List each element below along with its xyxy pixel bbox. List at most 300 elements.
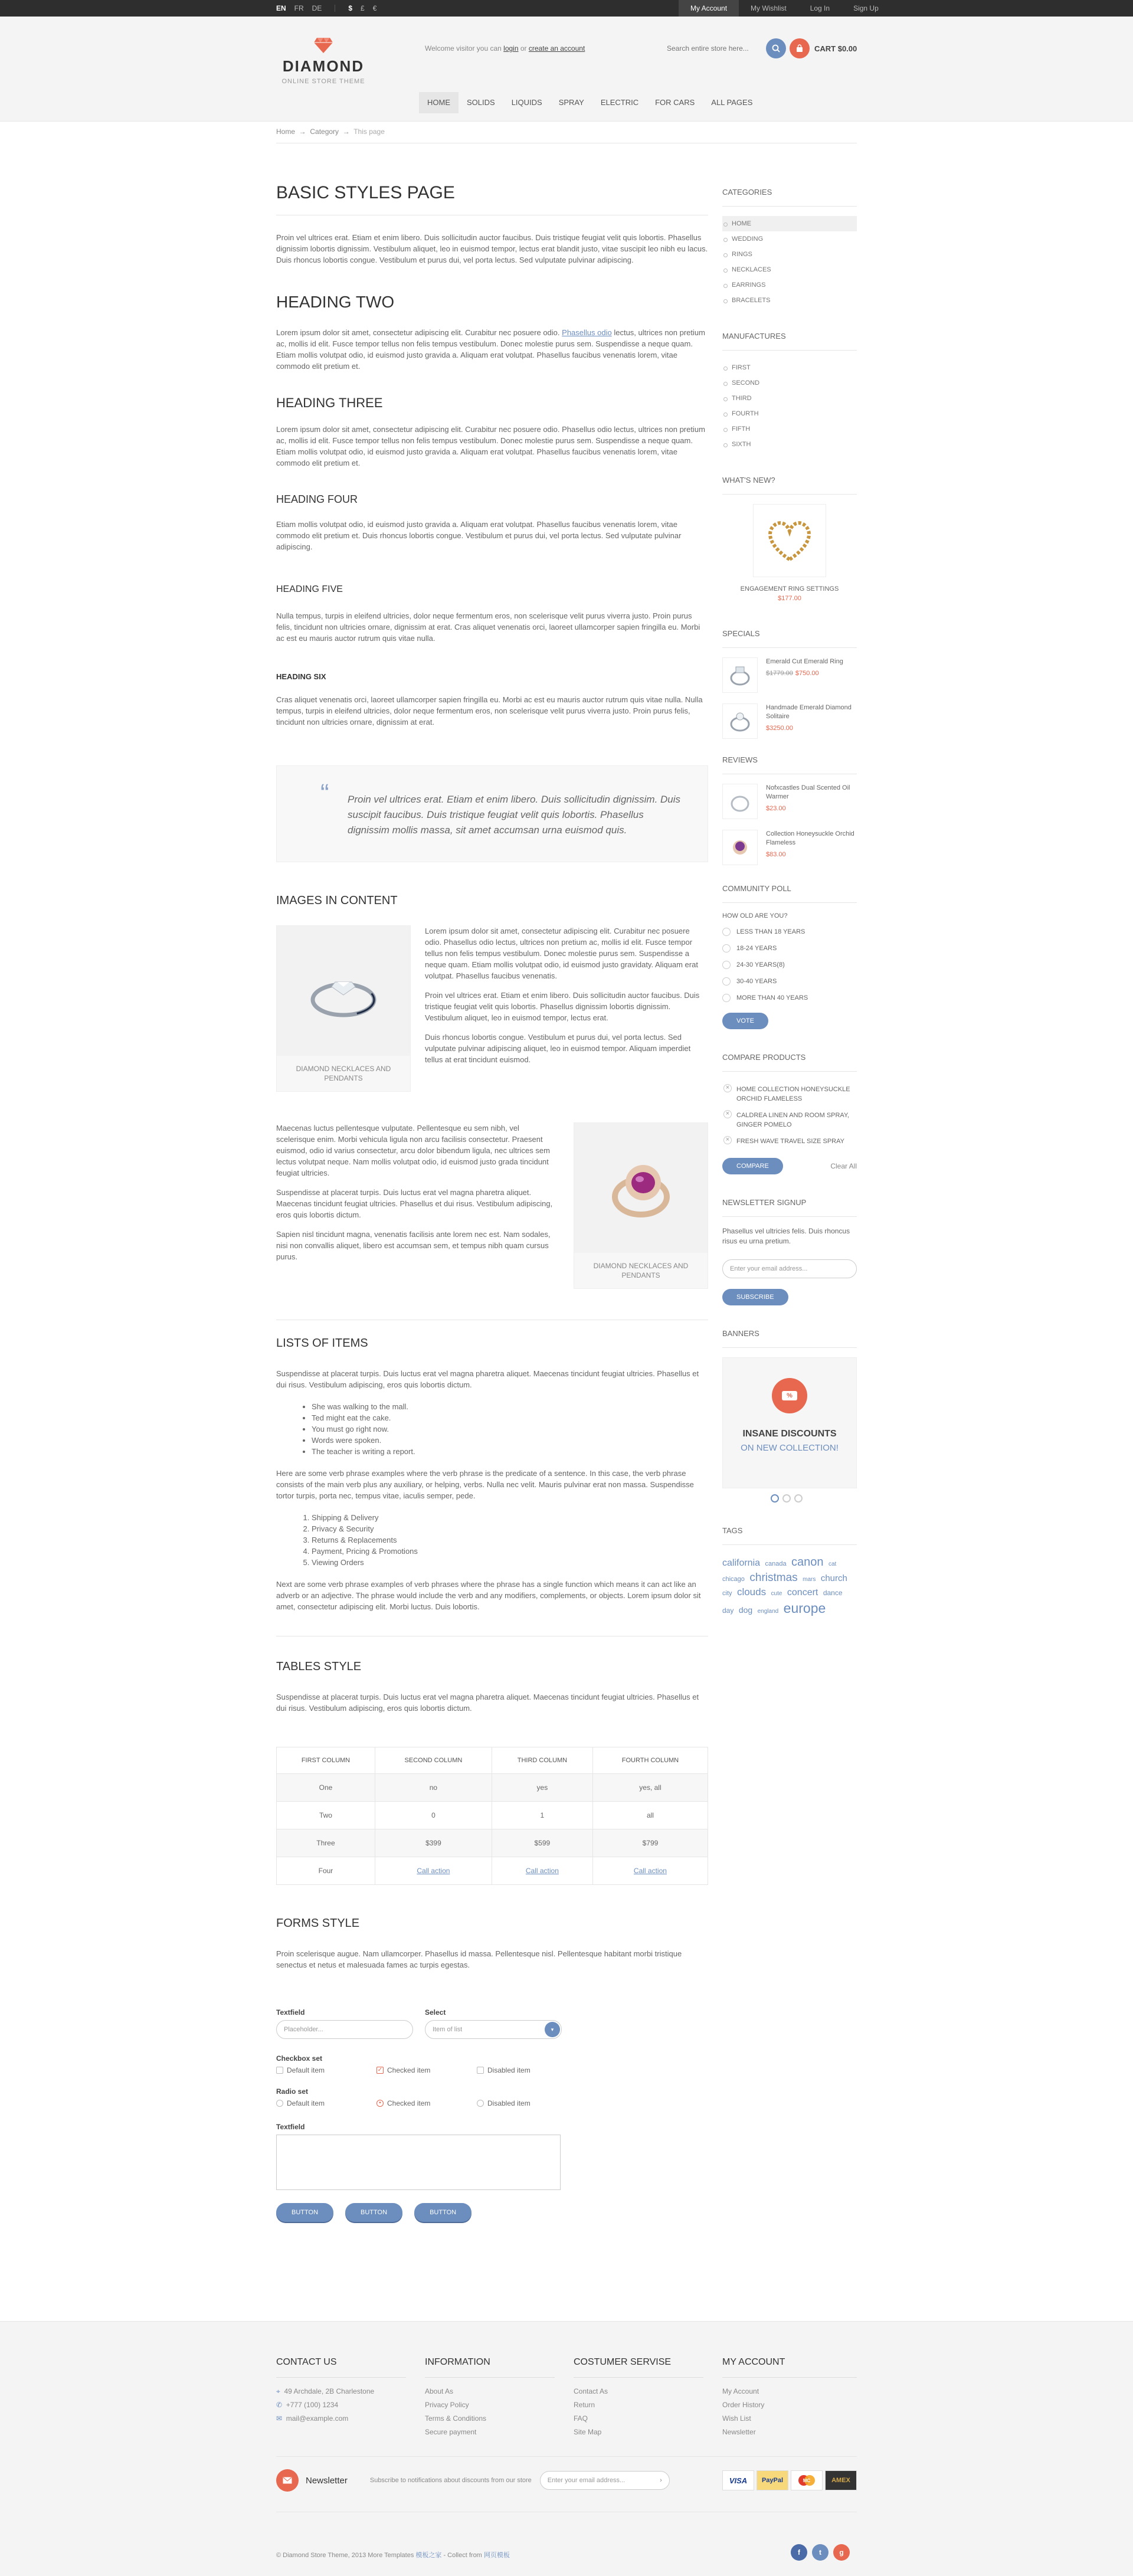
main-nav	[419, 92, 761, 113]
old-price: $1779.00	[766, 670, 793, 677]
compare-title: COMPARE PRODUCTS	[722, 1053, 857, 1072]
image-block-right	[276, 1122, 708, 1289]
manufacturer-fifth[interactable]: FIFTH	[722, 421, 857, 437]
lang-en[interactable]: EN	[276, 4, 286, 12]
cart-total: CART $0.00	[814, 44, 857, 53]
price: $3250.00	[766, 725, 793, 732]
heading-three: HEADING THREE	[276, 395, 383, 410]
form-row	[276, 2008, 708, 2039]
ring-thumbnail	[722, 657, 758, 693]
radio	[276, 2100, 283, 2107]
footer-link[interactable]: Terms & Conditions	[425, 2414, 487, 2423]
nav-electric[interactable]: ELECTRIC	[600, 98, 639, 107]
whats-new-title: WHAT'S NEW?	[722, 476, 857, 495]
list-item: 2. Privacy & Security	[312, 1523, 708, 1534]
table-header-row	[277, 1747, 708, 1774]
divider	[276, 2456, 857, 2457]
specials-title: SPECIALS	[722, 629, 857, 648]
email-text: mail@example.com	[286, 2414, 349, 2423]
lang-fr[interactable]: FR	[294, 4, 304, 12]
table-header: FIRST COLUMN	[277, 1747, 375, 1774]
special-product[interactable]	[722, 657, 857, 693]
price: $83.00	[766, 851, 786, 858]
footer-email[interactable]	[276, 2412, 406, 2426]
nav-home[interactable]: HOME	[419, 92, 459, 113]
footer-heading: INFORMATION	[425, 2357, 555, 2378]
tag-link[interactable]: canon	[791, 1556, 824, 1569]
poll-option-label: 24-30 YEARS(8)	[736, 961, 785, 968]
table-cell	[375, 1857, 492, 1885]
currency-usd[interactable]: $	[348, 4, 353, 12]
new-product-name: ENGAGEMENT RING SETTINGS	[740, 585, 839, 593]
checkbox-set	[276, 2066, 708, 2074]
poll-option-label: LESS THAN 18 YEARS	[736, 928, 805, 935]
new-product-price: $177.00	[778, 595, 801, 602]
top-bar	[0, 0, 1133, 17]
table-cell	[492, 1857, 592, 1885]
price: $750.00	[795, 670, 819, 677]
nav-liquids[interactable]: LIQUIDS	[511, 98, 542, 107]
quote-icon: “	[320, 779, 329, 808]
image-paragraph: Duis rhoncus lobortis congue. Vestibulum et purus dui, vel porta lectus. Sed vulputate pulvinar adipiscing aliquet, leo in euismod tempor. Aliquam imperdiet tellus at erat tincidunt euismod.	[425, 1033, 691, 1064]
footer-link[interactable]: Site Map	[574, 2428, 602, 2436]
list-item: 5. Viewing Orders	[312, 1557, 708, 1568]
newsletter-description: Subscribe to notifications about discounts from our store	[369, 2477, 532, 2484]
tag-link[interactable]: chicago	[722, 1576, 745, 1583]
banner-badge: %	[782, 1391, 797, 1400]
button-3[interactable]: BUTTON	[414, 2203, 471, 2222]
poll-option[interactable]	[722, 977, 857, 986]
radio-text: Default item	[287, 2099, 325, 2107]
nav-spray[interactable]: SPRAY	[558, 98, 584, 107]
tag-link[interactable]: city	[722, 1589, 732, 1597]
banner-pager	[771, 1494, 857, 1503]
tag-cloud	[722, 1554, 857, 1618]
table-cell: yes, all	[592, 1774, 708, 1802]
social-links	[791, 2544, 850, 2561]
heading-six-paragraph: Cras aliquet venenatis orci, laoreet ullamcorper sapien fringilla eu. Morbi ac est eu mauris auctor rutrum quis vitae nulla. Nulla tempus, turpis in eleifend ultricies, dolor neque fermentum eros, non scelerisque velit purus viverra justo. Proin purus felis, tincidunt non ultricies ornare, dignissim at erat.	[276, 695, 703, 726]
textarea[interactable]	[276, 2135, 561, 2190]
lang-currency-switcher	[276, 0, 376, 17]
radio-disabled	[477, 2099, 577, 2107]
image-block-left	[276, 925, 708, 1092]
table-cell: $799	[592, 1829, 708, 1857]
compare-item[interactable]: × CALDREA LINEN AND ROOM SPRAY, GINGER POMELO	[722, 1107, 857, 1133]
table-row	[277, 1829, 708, 1857]
poll-option[interactable]	[722, 944, 857, 953]
logo[interactable]	[276, 37, 371, 85]
newsletter-text: Phasellus vel ultricies felis. Duis rhoncus risus eu urna pretium.	[722, 1227, 850, 1245]
lists-paragraph: Suspendisse at placerat turpis. Duis luctus erat vel magna pharetra aliquet. Maecenas tincidunt feugiat ultricies. Phasellus et dui risus. Vestibulum adipiscing, eros quis lobortis dictum.	[276, 1369, 699, 1389]
ring-thumbnail	[722, 830, 758, 865]
create-account-link[interactable]: create an account	[528, 44, 585, 53]
poll-option-label: 30-40 YEARS	[736, 978, 777, 985]
footer-link[interactable]: Order History	[722, 2401, 765, 2409]
table-header: FOURTH COLUMN	[592, 1747, 708, 1774]
text: Lorem ipsum dolor sit amet, consectetur adipiscing elit. Curabitur nec posuere odio.	[276, 328, 560, 337]
tag-link[interactable]: day	[722, 1606, 734, 1615]
heading-six: HEADING SIX	[276, 672, 326, 681]
category-rings[interactable]: RINGS	[722, 247, 857, 262]
amex-icon: AMEX	[825, 2470, 857, 2490]
breadcrumb-category[interactable]: Category	[310, 127, 339, 136]
ring-thumbnail	[722, 784, 758, 819]
radio	[722, 994, 731, 1002]
lists-section-title: LISTS OF ITEMS	[276, 1337, 368, 1350]
price: $23.00	[766, 805, 786, 812]
table-cell: 1	[492, 1802, 592, 1829]
category-wedding[interactable]: WEDDING	[722, 231, 857, 247]
lists-paragraph: Next are some verb phrase examples of verb phrases where the phrase has a single function which means it can act like an adverb or an adjective. The phrase would include the verb and any modifiers, complements, or objects. Lorem ipsum dolor sit amet, consectetur adipiscing elit. Morbi luctus. Duis lobortis.	[276, 1580, 701, 1611]
list-item: 4. Payment, Pricing & Promotions	[312, 1546, 708, 1557]
heading-two-paragraph	[276, 327, 708, 372]
manufacturer-sixth[interactable]: SIXTH	[722, 437, 857, 452]
facebook-icon[interactable]: f	[791, 2544, 807, 2561]
radio-text: Checked item	[387, 2099, 431, 2107]
footer-contact	[276, 2357, 406, 2426]
table-row	[277, 1802, 708, 1829]
tag-link[interactable]: canada	[765, 1560, 787, 1567]
twitter-icon[interactable]: t	[812, 2544, 829, 2561]
address-text: 49 Archdale, 2B Charlestone	[284, 2387, 375, 2395]
manufacturers-title: MANUFACTURES	[722, 332, 857, 351]
table-cell: Four	[277, 1857, 375, 1885]
new-product[interactable]	[722, 504, 857, 602]
phasellus-link[interactable]: Phasellus odio	[562, 328, 612, 337]
image-figure	[574, 1122, 708, 1289]
heading-five: HEADING FIVE	[276, 584, 343, 594]
heading-four: HEADING FOUR	[276, 493, 358, 505]
heading-four-paragraph: Etiam mollis volutpat odio, id euismod justo gravida a. Aliquam erat volutpat. Phasellus faucibus venenatis lorem, vitae commodo elit pretium et. Duis rhoncus lobortis congue. Vestibulum et purus dui, vel porta lectus. Sed vulputate pulvinar adipiscing.	[276, 520, 682, 551]
tag-link[interactable]: mars	[803, 1576, 816, 1583]
table-cell: $599	[492, 1829, 592, 1857]
call-action-link[interactable]: Call action	[417, 1867, 450, 1875]
my-account-link[interactable]: My Account	[679, 0, 739, 17]
checkbox-disabled	[477, 2066, 577, 2074]
tag-link[interactable]: dog	[738, 1605, 753, 1615]
table-row	[277, 1774, 708, 1802]
image-paragraph: Sapien nisl tincidunt magna, venenatis facilisis ante lorem nec est. Nam sodales, nisi non convallis aliquet, libero est accumsan sem, et tempus nibh quam cursus purus.	[276, 1230, 551, 1261]
list-item: • Ted might eat the cake.	[312, 1412, 708, 1423]
login-link[interactable]: login	[503, 44, 519, 53]
tag-link[interactable]: england	[757, 1608, 779, 1615]
brand-tagline: ONLINE STORE THEME	[281, 78, 365, 85]
copyright-text: © Diamond Store Theme, 2013 More Templates	[276, 2552, 414, 2559]
copyright	[276, 2550, 510, 2559]
call-action-link[interactable]: Call action	[525, 1867, 559, 1875]
pager-dot[interactable]	[782, 1494, 791, 1503]
footer-link[interactable]: Privacy Policy	[425, 2401, 469, 2409]
text: lectus, ultrices non pretium ac, mollis id elit. Fusce tempor tellus non felis tempus vestibulum. Donec molestie purus sem. Suspendisse a neque quam. Etiam mollis volutpat odio, id euismod justo gravida a. Aliquam erat volutpat. Phasellus faucibus venenatis lorem, vitae commodo elit pretium et.	[276, 328, 705, 371]
table-cell: 0	[375, 1802, 492, 1829]
diamond-icon	[313, 37, 333, 54]
checkbox-text: Default item	[287, 2066, 325, 2074]
heading-five-paragraph: Nulla tempus, turpis in eleifend ultricies, dolor neque fermentum eros, non scelerisque velit purus viverra justo. Proin purus felis, tincidunt non ultricies ornare, dignissim at erat. Cras aliquet venenatis orci, laoreet ullamcorper sapien fringilla eu. Morbi ac est eu mauris auctor rutrum quis vitae nulla.	[276, 611, 700, 643]
pager-dot[interactable]	[794, 1494, 803, 1503]
checkbox	[276, 2067, 283, 2074]
search-input[interactable]	[667, 44, 761, 53]
forms-section-title: FORMS STYLE	[276, 1917, 360, 1930]
welcome-text: Welcome visitor you can	[425, 44, 502, 53]
footer-link[interactable]: About As	[425, 2387, 454, 2395]
sidebar	[722, 188, 857, 1618]
list-item: • You must go right now.	[312, 1423, 708, 1435]
heading-three-paragraph: Lorem ipsum dolor sit amet, consectetur adipiscing elit. Curabitur nec posuere odio. Phasellus odio lectus, ultrices non pretium ac, mollis id elit. Fusce tempor tellus non felis tempus vestibulum. Donec molestie purus sem. Suspendisse a neque quam. Etiam mollis volutpat odio, id euismod justo gravida a. Aliquam erat volutpat. Phasellus faucibus venenatis lorem, vitae commodo elit pretium et.	[276, 425, 705, 467]
tag-icon	[772, 1378, 807, 1413]
radio-label: Radio set	[276, 2087, 309, 2096]
footer-newsletter	[276, 2469, 857, 2492]
radio	[722, 977, 731, 986]
category-necklaces[interactable]: NECKLACES	[722, 262, 857, 277]
image-caption: DIAMOND NECKLACES AND PENDANTS	[593, 1262, 689, 1279]
subscribe-button[interactable]: SUBSCRIBE	[722, 1289, 788, 1305]
tables-paragraph: Suspendisse at placerat turpis. Duis luctus erat vel magna pharetra aliquet. Maecenas tincidunt feugiat ultricies. Phasellus et dui risus. Vestibulum adipiscing, eros quis lobortis dictum.	[276, 1693, 699, 1713]
category-earrings[interactable]: EARRINGS	[722, 277, 857, 293]
search-box	[667, 38, 786, 58]
breadcrumb-current: This page	[353, 127, 385, 136]
special-product[interactable]	[722, 703, 857, 739]
tag-link[interactable]: concert	[787, 1587, 818, 1598]
footer-link[interactable]: Newsletter	[722, 2428, 756, 2436]
tag-link[interactable]: dance	[823, 1588, 843, 1597]
poll-option[interactable]	[722, 928, 857, 936]
list-item: • Words were spoken.	[312, 1435, 708, 1446]
checkbox-label: Checkbox set	[276, 2054, 323, 2063]
poll-question: HOW OLD ARE YOU?	[722, 912, 788, 919]
tag-link[interactable]: europe	[783, 1600, 826, 1616]
table-cell: Three	[277, 1829, 375, 1857]
compare-item[interactable]: × FRESH WAVE TRAVEL SIZE SPRAY	[722, 1133, 857, 1150]
account-links	[679, 0, 890, 17]
call-action-link[interactable]: Call action	[633, 1867, 667, 1875]
reviews-title: REVIEWS	[722, 755, 857, 774]
lists-paragraph: Here are some verb phrase examples where the verb phrase is the predicate of a sentence. In this case, the verb phrase consists of the main verb plus any auxiliary, or helping, verbs. Nulla nec velit. Mauris pulvinar erat non massa. Suspendisse tortor turpis, porta nec, tempus vitae, iaculis semper, pede.	[276, 1469, 694, 1500]
cart-button[interactable]	[790, 38, 857, 58]
table-cell: $399	[375, 1829, 492, 1857]
banners-title: BANNERS	[722, 1329, 857, 1348]
table-cell: yes	[492, 1774, 592, 1802]
footer-account	[722, 2357, 857, 2439]
product-name: Handmade Emerald Diamond Solitaire	[766, 704, 852, 720]
phone-text: +777 (100) 1234	[286, 2401, 339, 2409]
footer-link[interactable]: Return	[574, 2401, 595, 2409]
collect-link[interactable]: 网页模板	[483, 2552, 510, 2559]
newsletter-email-input[interactable]: Enter your email address...	[722, 1259, 857, 1278]
compare-item[interactable]: × HOME COLLECTION HONEYSUCKLE ORCHID FLAMELESS	[722, 1081, 857, 1107]
arrow-right-icon: ›	[660, 2477, 662, 2484]
banner-subtitle: ON NEW COLLECTION!	[741, 1443, 839, 1453]
my-wishlist-link[interactable]: My Wishlist	[751, 4, 787, 12]
forms-paragraph: Proin scelerisque augue. Nam ullamcorper. Phasellus id massa. Pellentesque nisl. Pellentesque habitant morbi tristique senectus et netus et malesuada fames ac turpis egestas.	[276, 1949, 682, 1969]
textarea-label: Textfield	[276, 2123, 305, 2131]
vote-button[interactable]: VOTE	[722, 1013, 768, 1029]
clear-all-link[interactable]: Clear All	[830, 1162, 857, 1170]
mail-icon: ✉	[276, 2414, 283, 2423]
category-home[interactable]: HOME	[722, 216, 857, 231]
button-1[interactable]: BUTTON	[276, 2203, 333, 2222]
breadcrumb-home[interactable]: Home	[276, 127, 296, 136]
currency-eur[interactable]: €	[372, 4, 377, 12]
paypal-icon: PayPal	[757, 2470, 788, 2490]
radio-default[interactable]	[276, 2099, 376, 2107]
nav-all-pages[interactable]: ALL PAGES	[711, 98, 753, 107]
select-label: Select	[425, 2008, 446, 2017]
payment-methods	[722, 2470, 857, 2490]
radio-checked[interactable]	[376, 2099, 477, 2107]
review-product[interactable]	[722, 830, 857, 865]
table-cell: no	[375, 1774, 492, 1802]
radio	[477, 2100, 484, 2107]
footer-email-input[interactable]	[540, 2471, 670, 2490]
poll-option-label: 18-24 YEARS	[736, 945, 777, 952]
blockquote	[276, 765, 708, 862]
nav-solids[interactable]: SOLIDS	[467, 98, 495, 107]
ring-thumbnail	[722, 703, 758, 739]
manufacturer-fourth[interactable]: FOURTH	[722, 406, 857, 421]
radio	[722, 928, 731, 936]
footer-link[interactable]: Contact As	[574, 2387, 608, 2395]
tag-link[interactable]: cat	[828, 1561, 837, 1567]
newsletter-title: NEWSLETTER SIGNUP	[722, 1198, 857, 1217]
search-icon	[772, 44, 780, 53]
chevron-down-icon: ▾	[545, 2022, 560, 2037]
list-item: • She was walking to the mall.	[312, 1401, 708, 1412]
radio-set	[276, 2099, 708, 2107]
heading-two: HEADING TWO	[276, 293, 395, 311]
lang-de[interactable]: DE	[312, 4, 322, 12]
banner-title: INSANE DISCOUNTS	[742, 1429, 837, 1439]
review-product[interactable]	[722, 784, 857, 819]
google-plus-icon[interactable]: g	[833, 2544, 850, 2561]
checkbox-checked[interactable]	[376, 2066, 477, 2074]
brand-name: DIAMOND	[282, 57, 365, 75]
button-row	[276, 2203, 708, 2222]
newsletter-label: Newsletter	[306, 2475, 348, 2486]
select-dropdown[interactable]	[425, 2020, 562, 2039]
category-bracelets[interactable]: BRACELETS	[722, 293, 857, 308]
cart-icon	[790, 38, 810, 58]
tag-link[interactable]: christmas	[749, 1572, 798, 1584]
image-paragraph: Proin vel ultrices erat. Etiam et enim libero. Duis sollicitudin auctor faucibus. Duis tristique feugiat velit quis lobortis. Phasellus dignissim lobortis dignissim. Vestibulum aliquet, leo in euismod tempor, lectus erat.	[425, 991, 700, 1022]
select-value: Item of list	[433, 2026, 463, 2033]
list-item: • The teacher is writing a report.	[312, 1446, 708, 1457]
image-paragraph: Suspendisse at placerat turpis. Duis luctus erat vel magna pharetra aliquet. Maecenas tincidunt feugiat ultricies. Phasellus et dui risus. Vestibulum adipiscing, eros quis lobortis dictum.	[276, 1188, 553, 1219]
compare-button[interactable]: COMPARE	[722, 1158, 783, 1174]
checkbox-text: Checked item	[387, 2066, 431, 2074]
list-item: 3. Returns & Replacements	[312, 1534, 708, 1546]
bracelet-image	[753, 504, 826, 577]
pager-dot[interactable]	[771, 1494, 779, 1503]
footer-phone	[276, 2398, 406, 2412]
collect-text: - Collect from	[441, 2552, 484, 2559]
button-2[interactable]: BUTTON	[345, 2203, 402, 2222]
manufacturer-third[interactable]: THIRD	[722, 391, 857, 406]
tables-section-title: TABLES STYLE	[276, 1660, 362, 1673]
phone-icon: ✆	[276, 2401, 283, 2409]
nav-for-cars[interactable]: FOR CARS	[655, 98, 695, 107]
table-header: THIRD COLUMN	[492, 1747, 592, 1774]
tag-link[interactable]: california	[722, 1558, 761, 1568]
tag-link[interactable]: clouds	[736, 1586, 767, 1598]
templates-link[interactable]: 模板之家	[415, 2552, 442, 2559]
footer-service	[574, 2357, 703, 2439]
checkbox-default[interactable]	[276, 2066, 376, 2074]
data-table	[276, 1747, 708, 1885]
mastercard-icon	[791, 2470, 823, 2490]
poll-option-label: MORE THAN 40 YEARS	[736, 994, 808, 1001]
manufacturer-first[interactable]: FIRST	[722, 360, 857, 375]
footer-information	[425, 2357, 555, 2439]
footer-link[interactable]: My Account	[722, 2387, 759, 2395]
intro-paragraph: Proin vel ultrices erat. Etiam et enim libero. Duis sollicitudin auctor faucibus. Duis tristique feugiat velit quis lobortis. Phasellus dignissim lobortis dignissim. Vestibulum aliquet, leo in euismod tempor, lectus erat blandit justo, vitae suscipit leo nibh eu lacus. Duis rhoncus lobortis congue. Vestibulum et purus dui, vel porta lectus. Sed vulputate pulvinar adipiscing.	[276, 233, 708, 264]
radio	[722, 944, 731, 953]
textfield-input[interactable]: Placeholder...	[276, 2020, 413, 2039]
discount-banner[interactable]	[722, 1357, 857, 1488]
image-figure	[276, 925, 411, 1092]
login-link[interactable]: Log In	[810, 4, 830, 12]
image-paragraph: Lorem ipsum dolor sit amet, consectetur adipiscing elit. Curabitur nec posuere odio. Phasellus odio lectus, ultrices non pretium ac, mollis id elit. Fusce tempor tellus non felis tempus vestibulum. Donec molestie purus sem. Suspendisse a neque quam. Etiam mollis volutpat odio, id euismod justo gravidaty. Aliquam erat volutpat. Phasellus faucibus venenatis.	[425, 927, 698, 980]
quote-text: Proin vel ultrices erat. Etiam et enim libero. Duis sollicitudin dignissim. Duis suscipit faucibus. Duis tristique feugiat velit quis lobortis. Phasellus dignissim mollis massa, sit amet accumsan urna euismod quis.	[348, 794, 681, 836]
product-name: Nofxcastles Dual Scented Oil Warmer	[766, 784, 850, 800]
poll-option[interactable]	[722, 994, 857, 1002]
table-cell: Two	[277, 1802, 375, 1829]
currency-gbp[interactable]: £	[361, 4, 365, 12]
tag-link[interactable]: church	[820, 1573, 847, 1583]
table-cell	[592, 1857, 708, 1885]
breadcrumb: Home → Category → This page	[276, 127, 385, 136]
footer-link[interactable]: Secure payment	[425, 2428, 477, 2436]
tag-link[interactable]: cute	[771, 1590, 782, 1597]
image-paragraph: Maecenas luctus pellentesque vulputate. Pellentesque eu sem nibh, vel scelerisque enim. Morbi vehicula ligula non arcu facilisis consectetur. Praesent euismod, odio id varius consectetur, arcu dolor bibendum ligula, nec ultrices sem lectus volutpat neque. Nam mollis volutpat odio, id euismod justo grada tincidunt feugiat ultricies.	[276, 1124, 550, 1177]
images-section-title: IMAGES IN CONTENT	[276, 894, 398, 907]
footer	[0, 2321, 1133, 2576]
checkbox-text: Disabled item	[487, 2066, 531, 2074]
or-text: or	[520, 44, 527, 53]
header	[0, 17, 1133, 122]
placeholder-text: Enter your email address...	[547, 2477, 626, 2484]
signup-link[interactable]: Sign Up	[853, 4, 879, 12]
footer-link[interactable]: FAQ	[574, 2414, 588, 2423]
product-name: Collection Honeysuckle Orchid Flameless	[766, 830, 854, 846]
table-header: SECOND COLUMN	[375, 1747, 492, 1774]
footer-heading: CONTACT US	[276, 2357, 406, 2378]
table-cell: all	[592, 1802, 708, 1829]
welcome-message	[425, 44, 585, 53]
numbered-list	[312, 1512, 708, 1568]
tags-title: TAGS	[722, 1526, 857, 1545]
main-content	[276, 183, 708, 2222]
radio	[722, 961, 731, 969]
footer-address	[276, 2385, 406, 2398]
checkbox	[477, 2067, 484, 2074]
visa-icon: VISA	[722, 2470, 754, 2490]
map-pin-icon: ⌖	[276, 2387, 280, 2395]
product-name: Emerald Cut Emerald Ring	[766, 658, 843, 665]
manufacturer-second[interactable]: SECOND	[722, 375, 857, 391]
bullet-list	[312, 1401, 708, 1457]
table-cell: One	[277, 1774, 375, 1802]
search-button[interactable]	[766, 38, 786, 58]
ring-image	[277, 926, 410, 1056]
footer-heading: COSTUMER SERVISE	[574, 2357, 703, 2378]
amethyst-ring-image	[574, 1123, 708, 1253]
radio-dot-icon: •	[376, 2100, 384, 2107]
table-row	[277, 1857, 708, 1885]
list-item: 1. Shipping & Delivery	[312, 1512, 708, 1523]
radio-text: Disabled item	[487, 2099, 531, 2107]
poll-option[interactable]	[722, 961, 857, 969]
footer-link[interactable]: Wish List	[722, 2414, 751, 2423]
